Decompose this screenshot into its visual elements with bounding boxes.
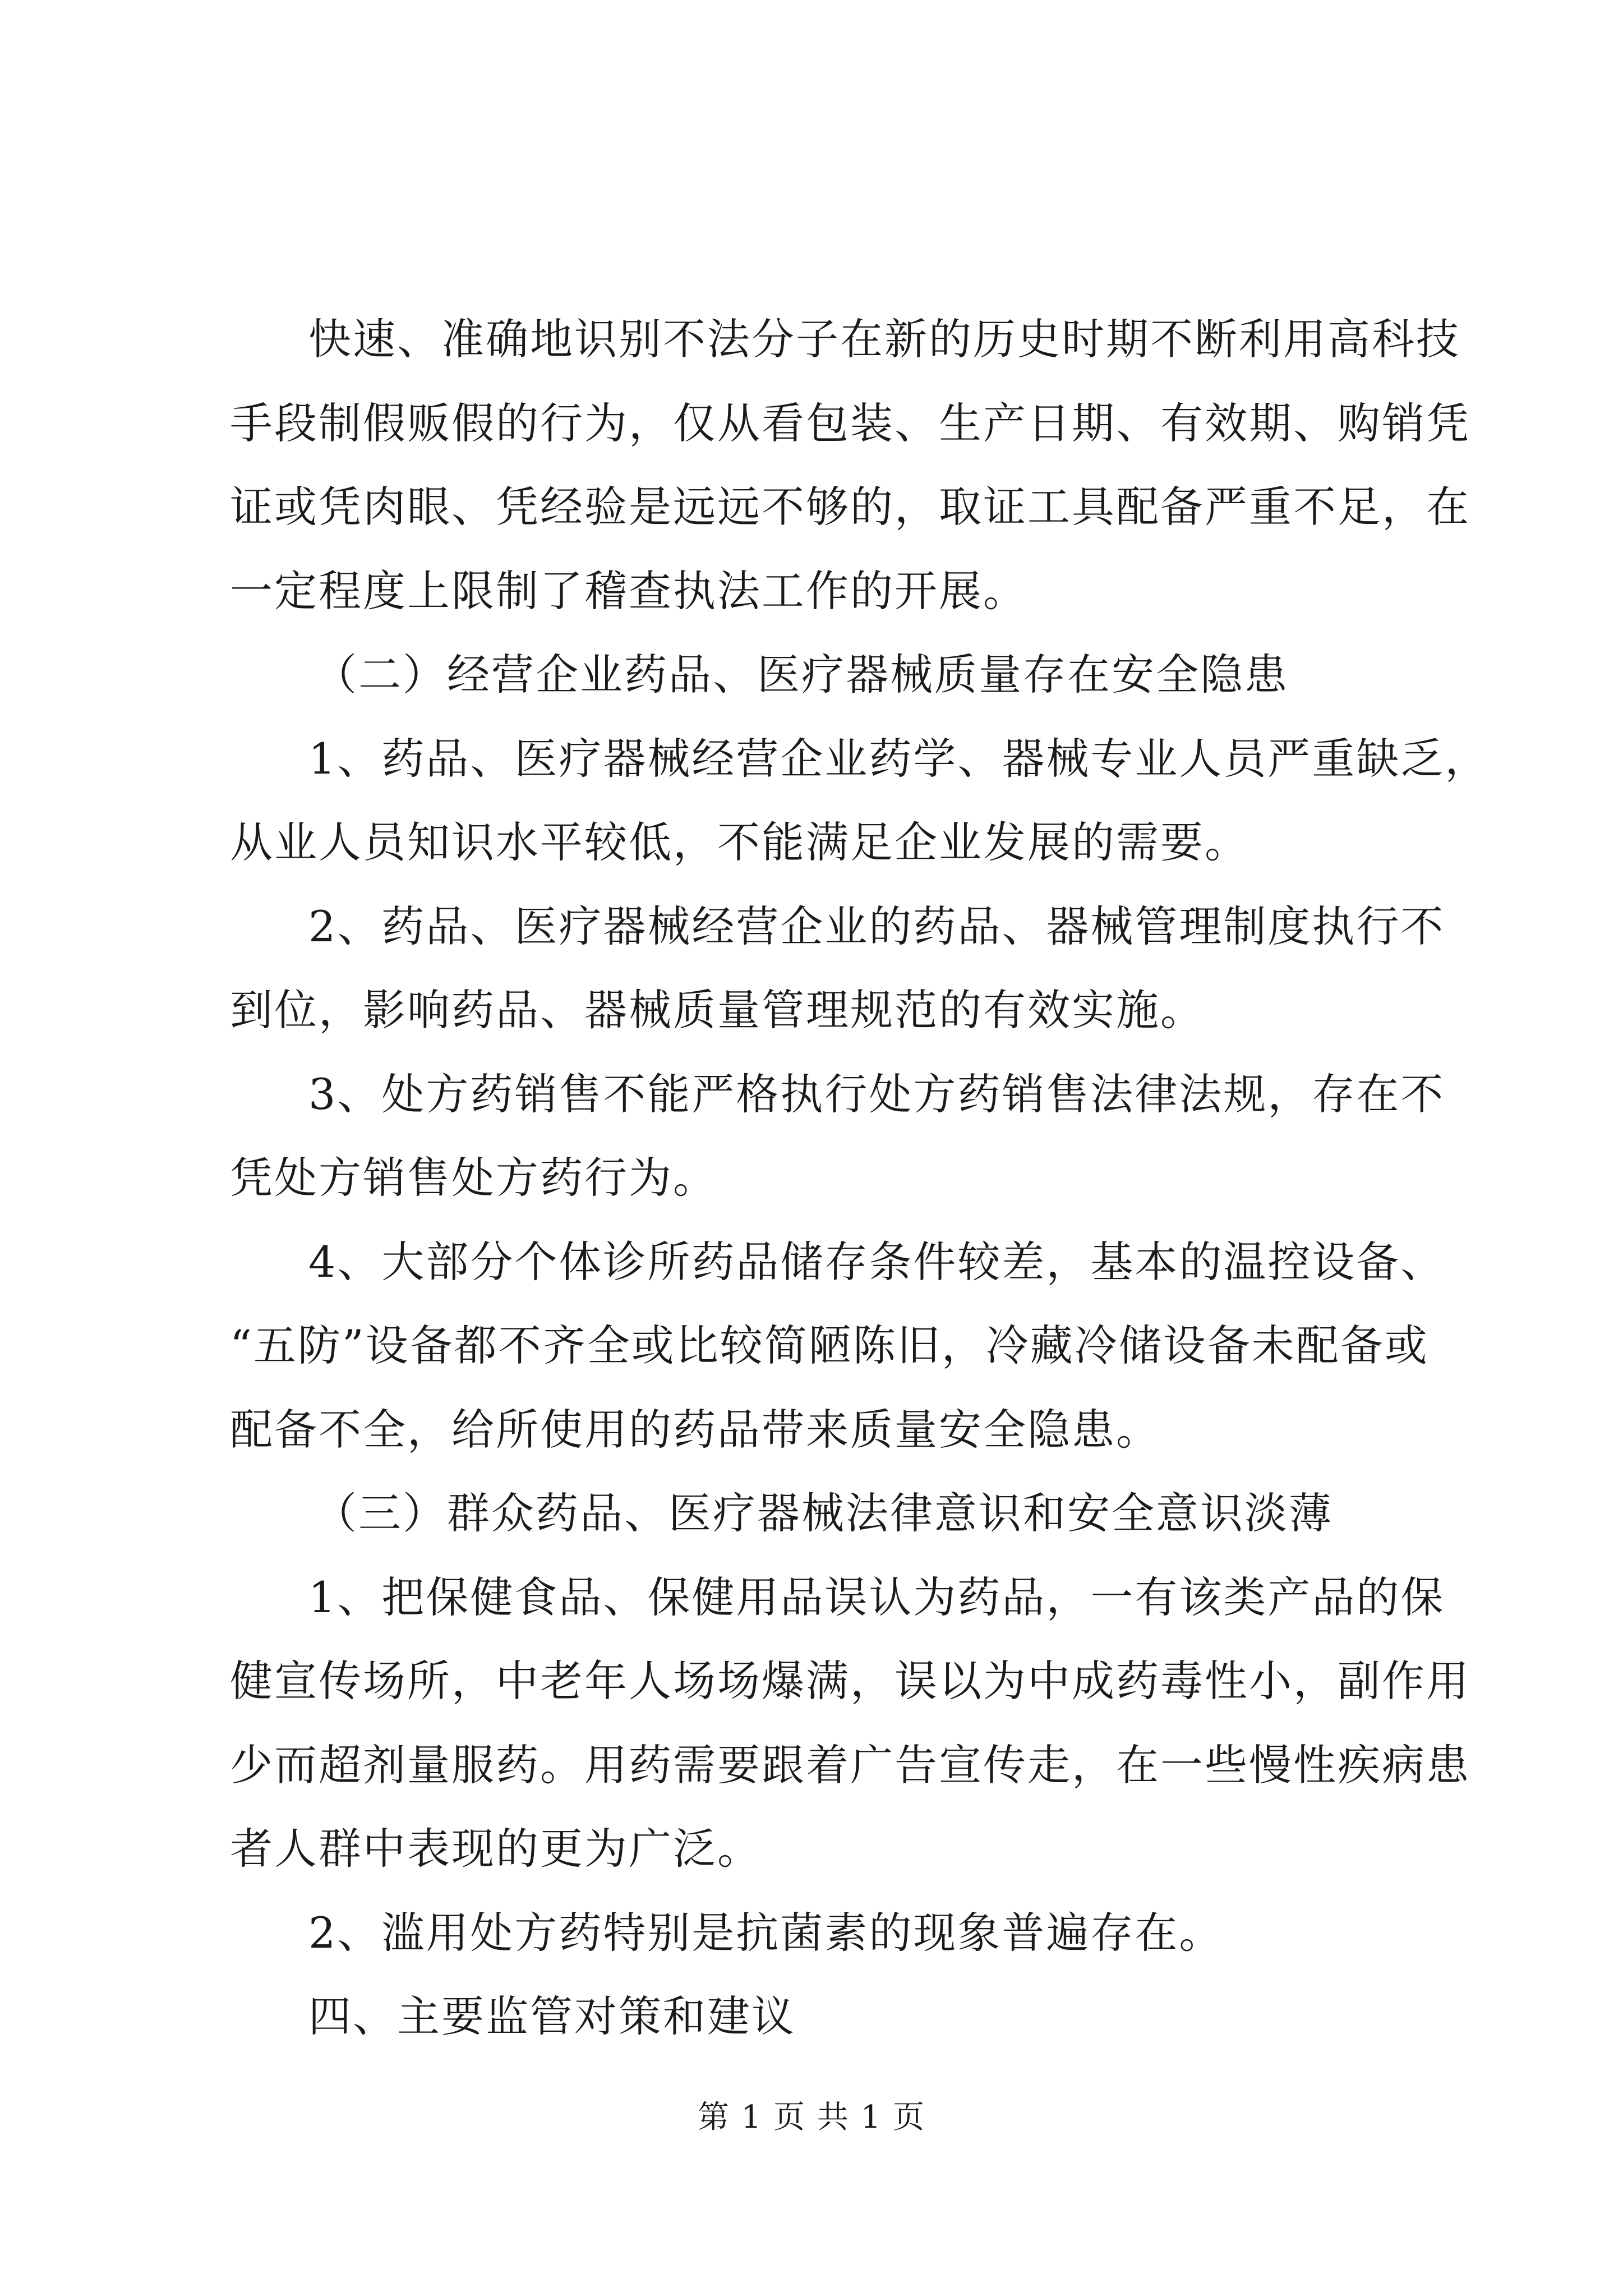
paragraph-line-4: 一定程度上限制了稽查执法工作的开展。: [230, 566, 1027, 616]
paragraph-line-13: “五防”设备都不齐全或比较简陋陈旧，冷藏冷储设备未配备或: [230, 1320, 1429, 1370]
paragraph-line-20: 2、滥用处方药特别是抗菌素的现象普遍存在。: [308, 1908, 1224, 1958]
paragraph-line-7: 从业人员知识水平较低，不能满足企业发展的需要。: [230, 817, 1249, 867]
paragraph-line-11: 凭处方销售处方药行为。: [230, 1153, 717, 1203]
paragraph-line-14: 配备不全，给所使用的药品带来质量安全隐患。: [230, 1405, 1160, 1455]
paragraph-line-19: 者人群中表现的更为广泛。: [230, 1824, 762, 1874]
paragraph-line-1: 快速、准确地识别不法分子在新的历史时期不断利用高科技: [308, 314, 1460, 364]
section-heading-3: （三）群众药品、医疗器械法律意识和安全意识淡薄: [314, 1488, 1333, 1538]
section-heading-4: 四、主要监管对策和建议: [308, 1991, 796, 2041]
paragraph-line-9: 到位，影响药品、器械质量管理规范的有效实施。: [230, 985, 1205, 1035]
paragraph-line-17: 健宣传场所，中老年人场场爆满，误以为中成药毒性小，副作用: [230, 1656, 1470, 1706]
paragraph-line-6: 1、药品、医疗器械经营企业药学、器械专业人员严重缺乏，: [308, 734, 1490, 784]
paragraph-line-2: 手段制假贩假的行为，仅从看包装、生产日期、有效期、购销凭: [230, 398, 1470, 448]
paragraph-line-8: 2、药品、医疗器械经营企业的药品、器械管理制度执行不: [308, 901, 1445, 951]
paragraph-line-16: 1、把保健食品、保健用品误认为药品，一有该类产品的保: [308, 1572, 1445, 1622]
page-footer: 第 1 页 共 1 页: [697, 2099, 926, 2136]
paragraph-line-3: 证或凭肉眼、凭经验是远远不够的，取证工具配备严重不足，在: [230, 482, 1470, 532]
paragraph-line-10: 3、处方药销售不能严格执行处方药销售法律法规，存在不: [308, 1069, 1445, 1119]
section-heading-2: （二）经营企业药品、医疗器械质量存在安全隐患: [314, 650, 1289, 700]
paragraph-line-18: 少而超剂量服药。用药需要跟着广告宣传走，在一些慢性疾病患: [230, 1740, 1470, 1790]
paragraph-line-12: 4、大部分个体诊所药品储存条件较差，基本的温控设备、: [308, 1237, 1445, 1287]
